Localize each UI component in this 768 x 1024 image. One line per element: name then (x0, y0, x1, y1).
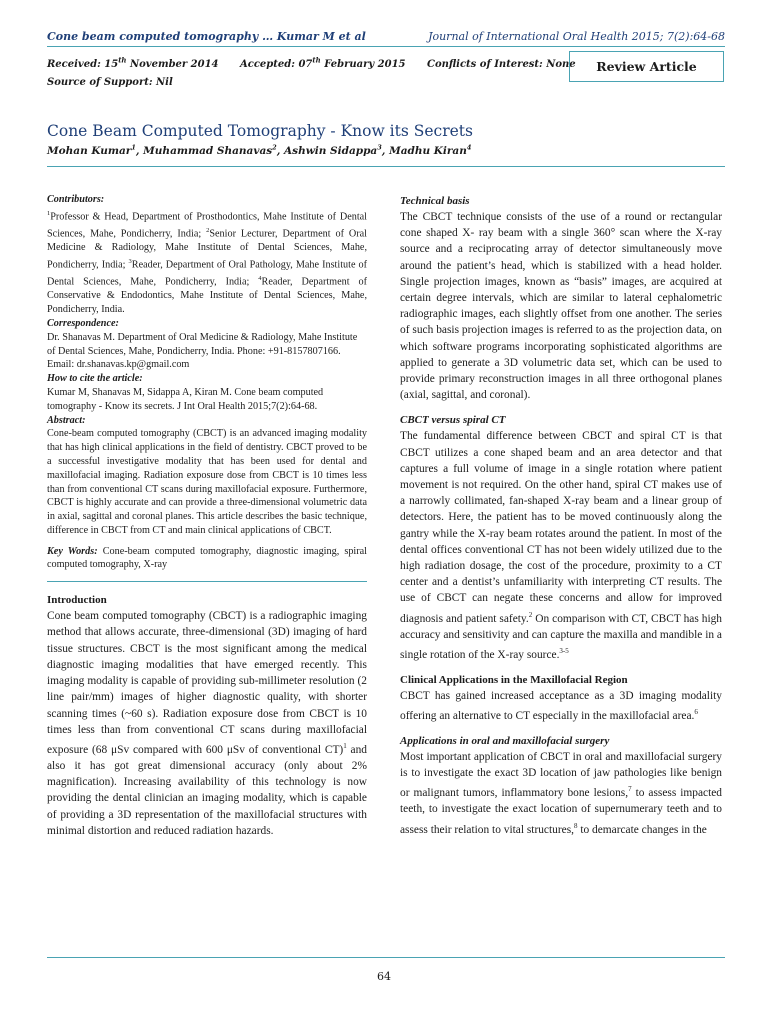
clinical-applications-heading: Clinical Applications in the Maxillofacial Region (400, 673, 628, 686)
author-list (47, 143, 471, 157)
page-number: 64 (377, 970, 391, 983)
source-of-support: Source of Support: Nil (47, 77, 173, 88)
author: Muhammad Shanavas$^2$, (143, 143, 285, 157)
cite-heading: How to cite the article: (47, 373, 143, 385)
introduction-text: Cone beam computed tomography (CBCT) is a radiographic imaging method that allows accurate, three-dimensional (3D) imaging of hard tissue structures. CBCT is the most significant among the medical diagnostic imaging modalities that have emerged recently. This imaging modality is capable of providing sub-millimeter resolution (2 line pair/mm) images of higher diagnostic quality, with shorter scanning times (~60 s). Radiation exposure dose from CBCT is 10 times less than from conventional CT scans during maxillofacial exposure (68 μSv compared with 600 μSv of conventional CT)$^1$ and also it has got great dimensional accuracy (only about 2% magnification). Increasing availability of this technology is now providing the dental clinician an imaging modality, which is capable of providing a 3D representation of the maxillofacial structures with minimal distortion and reduced radiation hazards. (47, 610, 368, 837)
cbct-vs-spiral-text: The fundamental difference between CBCT and spiral CT is that CBCT utilizes a cone shaped beam and an area detector and that captures a full volume of image in a single rotation where patient movement is not required. On the other hand, spiral CT makes use of a narrowly collimated, fan-shaped X-ray beam and a linear group of detectors. Here, the patient has to be moved continuously along the gantry while the X-ray beam rotates around the patient. In most of the dental offices conventional CT has not been widely utilized due to the high radiation dosage, the cost of the procedure, proximity to a CT center and a dentist’s unfamiliarity with interpreting CT results. The use of CBCT can negate these concerns and allow for improved diagnosis and patient safety.$^2$ On comparison with CT, CBCT has high accuracy and sensitivity and can capture the maxilla and mandible in a single rotation of the X-ray source.$^{3-5}$ (400, 430, 722, 661)
running-header-left: Cone beam computed tomography … Kumar M et al (47, 30, 366, 43)
abstract-heading: Abstract: (47, 414, 86, 426)
header-divider (47, 46, 725, 47)
right-column (400, 193, 722, 838)
technical-basis-heading: Technical basis (400, 195, 470, 207)
accepted-date: Accepted: 07th February 2015 (240, 56, 406, 71)
author: Ashwin Sidappa$^3$, (284, 143, 390, 157)
abstract-text: Cone-beam computed tomography (CBCT) is an advanced imaging modality that has high clinical applications in the field of dentistry. CBCT proved to be a successful investigative modality that has been used for dental and maxillofacial imaging. Radiation exposure dose from CBCT is 10 times less than from conventional CT scans during maxillofacial exposure. Furthermore, CBCT is highly accurate and can provide a three-dimensional volumetric data in axial, sagittal and coronal planes. This article describes the basic technique, difference in CBCT from CT and main clinical applications of CBCT. (47, 428, 367, 536)
contributors-text: $^1$Professor & Head, Department of Prosthodontics, Mahe Institute of Dental Sciences, Mahe, Pondicherry, India; $^2$Senior Lecturer, Department of Oral Medicine & Radiology, Mahe Institute of Dental Sciences, Mahe, Pondicherry, India; $^3$Reader, Department of Oral Pathology, Mahe Institute of Dental Sciences, Mahe, Pondicherry, India; $^4$Reader, Department of Conservative & Endodontics, Mahe Institute of Dental Sciences, Mahe, Pondicherry, India. (47, 209, 367, 316)
abstract-divider (47, 581, 367, 582)
oral-surgery-text: Most important application of CBCT in oral and maxillofacial surgery is to investigate the exact 3D location of jaw pathologies like benign or malignant tumors, inflammatory bone lesions,$^7$ to assess impacted teeth, to investigate the exact location of supernumerary teeth and to assess their relation to vital structures,$^8$ to demarcate changes in the (400, 751, 722, 836)
cbct-vs-spiral-heading: CBCT versus spiral CT (400, 414, 506, 427)
title-divider (47, 166, 725, 167)
author: Madhu Kiran$^4$ (389, 143, 472, 157)
article-title: Cone Beam Computed Tomography - Know its Secrets (47, 122, 473, 140)
running-header-right: Journal of International Oral Health 2015; 7(2):64-68 (428, 30, 725, 43)
correspondence-text: Dr. Shanavas M. Department of Oral Medicine & Radiology, Mahe Institute of Dental Sciences, Mahe, Pondicherry, India. Phone: +91-8157807166. Email: dr.shanavas.kp@gmail.com (47, 331, 358, 371)
introduction-heading: Introduction (47, 594, 107, 607)
contributors-heading: Contributors: (47, 194, 105, 205)
clinical-applications-text: CBCT has gained increased acceptance as a 3D imaging modality offering an alternative to CT especially in the maxillofacial area.$^6$ (400, 689, 722, 722)
received-date: Received: 15th November 2014 (47, 56, 219, 71)
keywords: Key Words: Cone-beam computed tomography, diagnostic imaging, spiral computed tomography, X-ray (47, 545, 367, 571)
author: Mohan Kumar$^1$, (47, 143, 144, 157)
conflicts-of-interest: Conflicts of Interest: None (427, 59, 576, 71)
submission-meta (47, 56, 594, 70)
oral-surgery-heading: Applications in oral and maxillofacial surgery (400, 735, 610, 748)
technical-basis-text: The CBCT technique consists of the use of a round or rectangular cone shaped X- ray beam with a single 360° scan where the X-ray source and a reciprocating array of detector simultaneously move around the patient’s head, which is stabilized with a head holder. Single projection images, known as “basis” images, are acquired at certain degree intervals, which are similar to lateral cephalometric radiographic images, each slightly offset from one another. The series of such basis projection images is referred to as the projection data, on which software programs incorporating sophisticated algorithms are applied to generate a 3D volumetric data set, which can be used to provide primary reconstruction images in all three orthogonal planes (axial, sagittal, and coronal). (400, 211, 722, 402)
article-type-badge: Review Article (569, 51, 724, 82)
correspondence-heading: Correspondence: (47, 317, 119, 329)
cite-text: Kumar M, Shanavas M, Sidappa A, Kiran M. Cone beam computed tomography - Know its secrets. J Int Oral Health 2015;7(2):64-68. (47, 386, 324, 412)
left-column (47, 193, 367, 839)
footer-divider (47, 957, 725, 958)
